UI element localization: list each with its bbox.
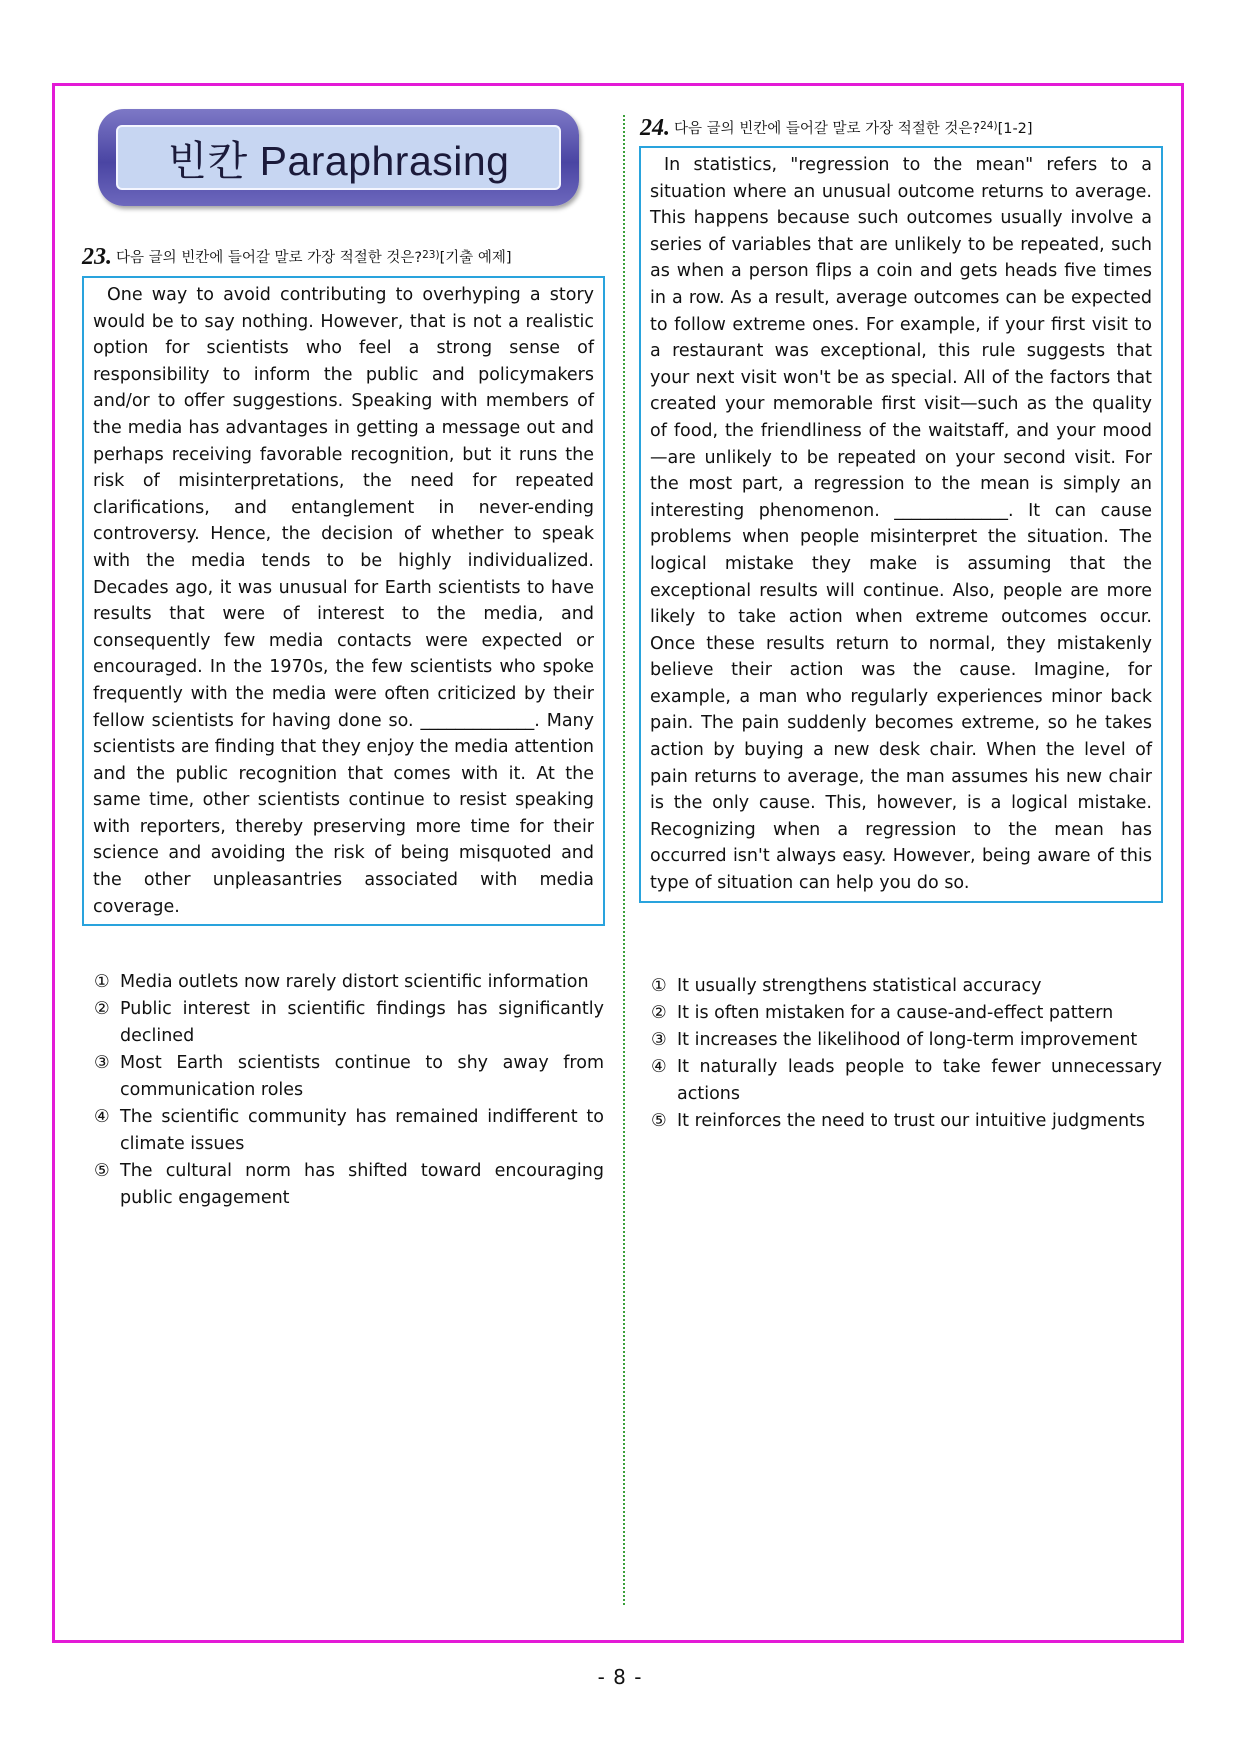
choice-text: Media outlets now rarely distort scientific information — [120, 972, 589, 992]
q24-footnote: 24) — [980, 120, 998, 132]
q23-choice-2[interactable] — [94, 996, 604, 1050]
choice-number: ⑤ — [651, 1111, 667, 1131]
q24-choices — [651, 973, 1162, 1135]
q24-tag: [1-2] — [997, 121, 1033, 137]
q24-header — [640, 116, 1033, 139]
choice-text: The scientific community has remained indifferent to climate issues — [120, 1107, 604, 1154]
q24-choice-4[interactable] — [651, 1054, 1162, 1108]
choice-text: It reinforces the need to trust our intuitive judgments — [677, 1111, 1146, 1131]
choice-number: ① — [94, 972, 110, 992]
choice-number: ③ — [651, 1030, 667, 1050]
q23-passage: One way to avoid contributing to overhyping a story would be to say nothing. However, that is not a realistic option for scientists who feel a strong sense of responsibility to inform the public and policymakers and/or to offer suggestions. Speaking with members of the media has advantages in getting a message out and perhaps receiving favorable recognition, but it runs the risk of misinterpretations, the need for repeated clarifications, and entanglement in never-ending controversy. Hence, the decision of whether to speak with the media tends to be highly individualized. Decades ago, it was unusual for Earth scientists to have results that were of interest to the media, and consequently few media contacts were expected or encouraged. In the 1970s, the few scientists who spoke frequently with the media were often criticized by their fellow scientists for having done so. _____________. Many scientists are finding that they enjoy the media attention and the public recognition that comes with it. At the same time, other scientists continue to resist speaking with reporters, thereby preserving more time for their science and avoiding the risk of being misquoted and the other unpleasantries associated with media coverage. — [93, 285, 594, 917]
q23-choices — [94, 969, 604, 1212]
choice-text: Public interest in scientific findings has significantly declined — [120, 999, 604, 1046]
q23-number: 23. — [82, 244, 112, 270]
q23-header — [82, 245, 512, 268]
choice-number: ② — [94, 999, 110, 1019]
choice-number: ⑤ — [94, 1161, 110, 1181]
page-number: - 8 - — [597, 1665, 643, 1689]
choice-text: It increases the likelihood of long-term improvement — [677, 1030, 1138, 1050]
q24-choice-5[interactable] — [651, 1108, 1162, 1135]
q23-choice-1[interactable] — [94, 969, 604, 996]
q24-passage-box — [639, 146, 1163, 903]
q23-choice-4[interactable] — [94, 1104, 604, 1158]
choice-number: ① — [651, 976, 667, 996]
choice-text: It is often mistaken for a cause-and-effect pattern — [677, 1003, 1114, 1023]
q23-prompt: 다음 글의 빈칸에 들어갈 말로 가장 적절한 것은? — [116, 250, 423, 266]
q23-passage-box — [82, 276, 605, 926]
q24-choice-3[interactable] — [651, 1027, 1162, 1054]
choice-number: ② — [651, 1003, 667, 1023]
choice-text: It usually strengthens statistical accuracy — [677, 976, 1042, 996]
q23-tag: [기출 예제] — [439, 250, 512, 266]
q23-choice-5[interactable] — [94, 1158, 604, 1212]
q24-prompt: 다음 글의 빈칸에 들어갈 말로 가장 적절한 것은? — [674, 121, 981, 137]
q23-choice-3[interactable] — [94, 1050, 604, 1104]
q24-choice-2[interactable] — [651, 1000, 1162, 1027]
q24-passage: In statistics, "regression to the mean" refers to a situation where an unusual outcome returns to average. This happens because such outcomes usually involve a series of variables that are unlikely to be repeated, such as when a person flips a coin and gets heads five times in a row. As a result, average outcomes can be expected to follow extreme ones. For example, if your first visit to a restaurant was exceptional, this rule suggests that your next visit won't be as special. All of the factors that created your memorable first visit—such as the quality of food, the friendliness of the waitstaff, and your mood—are unlikely to be repeated on your second visit. For the most part, a regression to the mean is simply an interesting phenomenon. _____________. It can cause problems when people misinterpret the situation. The logical mistake they make is assuming that the exceptional results will continue. Also, people are more likely to take action when extreme outcomes occur. Once these results return to normal, they mistakenly believe their action was the cause. Imagine, for example, a man who regularly experiences minor back pain. The pain suddenly becomes extreme, so he takes action by buying a new desk chair. When the level of pain returns to average, the man assumes his new chair is the only cause. This, however, is a logical mistake. Recognizing when a regression to the mean has occurred isn't always easy. However, being aware of this type of situation can help you do so. — [650, 155, 1152, 894]
choice-number: ③ — [94, 1053, 110, 1073]
choice-number: ④ — [651, 1057, 667, 1077]
choice-number: ④ — [94, 1107, 110, 1127]
choice-text: It naturally leads people to take fewer unnecessary actions — [677, 1057, 1162, 1104]
q24-number: 24. — [640, 115, 670, 141]
choice-text: The cultural norm has shifted toward encouraging public engagement — [120, 1161, 604, 1208]
section-title: 빈칸 Paraphrasing — [167, 138, 510, 184]
section-title-badge — [98, 109, 579, 206]
q24-choice-1[interactable] — [651, 973, 1162, 1000]
q23-footnote: 23) — [422, 249, 440, 261]
column-divider — [623, 115, 625, 1605]
choice-text: Most Earth scientists continue to shy away from communication roles — [120, 1053, 604, 1100]
section-title-panel — [116, 125, 561, 190]
